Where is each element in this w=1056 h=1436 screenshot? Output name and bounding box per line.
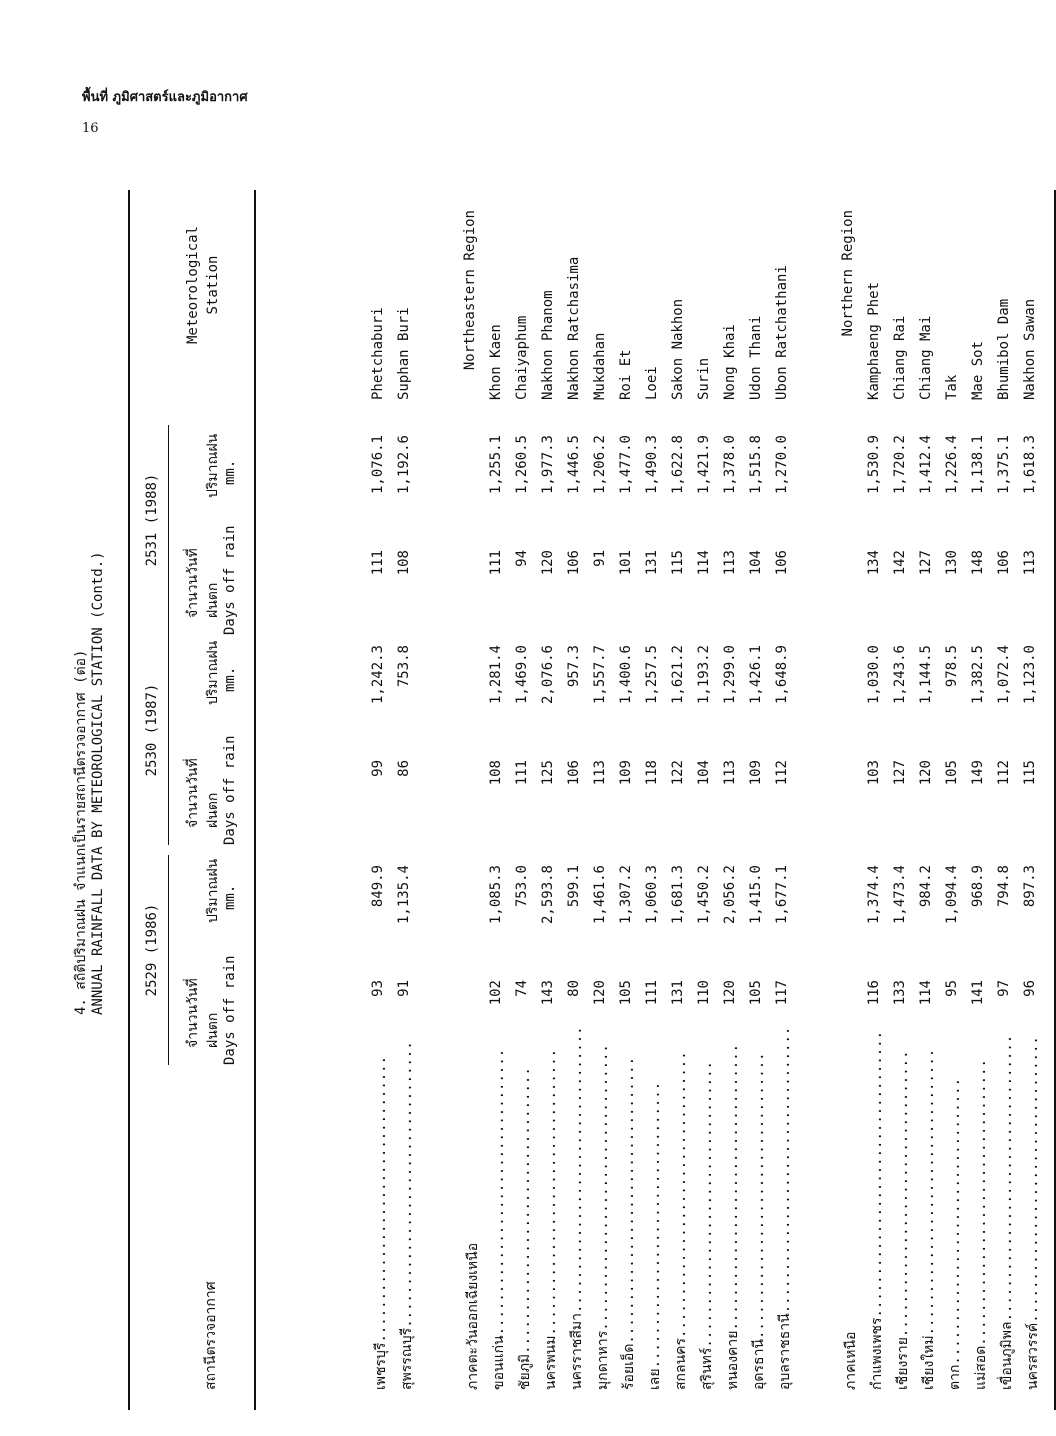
station-thai	[944, 1077, 966, 1390]
days-1987: 118	[644, 760, 660, 786]
days-1988: 106	[996, 550, 1012, 576]
table-row	[888, 190, 914, 1410]
station-english: Nakhon Ratchasima	[566, 256, 582, 400]
station-thai-name: สุพรรณบุรี	[399, 1327, 415, 1390]
mm-1987: 1,030.0	[866, 645, 882, 705]
header-year-2529: 2529 (1986)	[144, 903, 160, 997]
station-thai-name: เขื่อนภูมิพล	[999, 1321, 1015, 1390]
rainfall-table-rotated	[60, 190, 1041, 1410]
station-thai	[892, 1050, 914, 1390]
days-1988: 142	[892, 550, 908, 576]
table-row	[366, 190, 392, 1410]
header-year-2530: 2530 (1987)	[144, 683, 160, 777]
days-1986: 93	[370, 980, 386, 997]
days-1987: 109	[748, 760, 764, 786]
days-1988: 104	[748, 550, 764, 576]
days-1986: 131	[670, 980, 686, 1006]
days-1988: 113	[722, 550, 738, 576]
station-thai	[918, 1048, 940, 1390]
leader-dots: ..................................	[973, 1059, 989, 1346]
mm-1986: 1,415.0	[748, 865, 764, 925]
days-1986: 74	[514, 980, 530, 997]
mm-1988: 1,378.0	[722, 435, 738, 495]
header-days-th-2-y2: ฝนตก	[205, 792, 221, 828]
days-1988: 91	[592, 550, 608, 567]
days-1988: 134	[866, 550, 882, 576]
days-1987: 122	[670, 760, 686, 786]
days-1988: 115	[670, 550, 686, 576]
days-1986: 133	[892, 980, 908, 1006]
header-mm-en-y2: mm.	[222, 666, 238, 692]
station-thai	[866, 1030, 888, 1390]
table-top-rule	[128, 190, 130, 1410]
station-english: Kamphaeng Phet	[866, 281, 882, 400]
leader-dots: ..................................	[491, 1048, 507, 1336]
table-row	[562, 190, 588, 1410]
mm-1988: 1,421.9	[696, 435, 712, 495]
station-thai	[370, 1055, 392, 1390]
mm-1987: 1,144.5	[918, 645, 934, 705]
station-english: Sakon Nakhon	[670, 298, 686, 400]
station-thai-name: เลย	[647, 1368, 663, 1390]
days-1987: 86	[396, 760, 412, 777]
station-thai-name: มุกดาหาร	[595, 1330, 611, 1390]
mm-1988: 1,138.1	[970, 435, 986, 495]
table-row	[914, 190, 940, 1410]
station-thai	[488, 1048, 510, 1390]
mm-1986: 968.9	[970, 865, 986, 908]
days-1986: 91	[396, 980, 412, 997]
region-english: Northeastern Region	[462, 210, 478, 371]
mm-1988: 1,622.8	[670, 435, 686, 495]
page-header-title: พื้นที่ ภูมิศาสตร์และภูมิอากาศ	[82, 90, 248, 105]
mm-1987: 753.8	[396, 645, 412, 688]
leader-dots: ..................................	[621, 1057, 637, 1344]
table-row	[640, 190, 666, 1410]
days-1988: 114	[696, 550, 712, 576]
mm-1988: 1,530.9	[866, 435, 882, 495]
table-row	[588, 190, 614, 1410]
mm-1986: 2,056.2	[722, 865, 738, 925]
station-thai-name: นครสวรรค์	[1025, 1322, 1041, 1390]
header-days-en-y2: Days off rain	[222, 735, 238, 845]
days-1987: 115	[1022, 760, 1038, 786]
station-thai-name: เชียงใหม่	[921, 1335, 937, 1390]
header-station-thai: สถานีตรวจอากาศ	[203, 1281, 219, 1390]
table-row	[510, 190, 536, 1410]
station-thai-name: ขอนแก่น	[491, 1335, 507, 1390]
mm-1987: 1,193.2	[696, 645, 712, 705]
days-1986: 102	[488, 980, 504, 1006]
group-spacer	[796, 190, 836, 1410]
days-1986: 110	[696, 980, 712, 1006]
days-1986: 96	[1022, 980, 1038, 997]
leader-dots: ..................................	[595, 1044, 611, 1331]
header-mm-th-y3: ปริมาณฝน	[205, 433, 221, 498]
days-1987: 109	[618, 760, 634, 786]
days-1988: 127	[918, 550, 934, 576]
station-english: Ubon Ratchathani	[774, 265, 790, 400]
station-english: Phetchaburi	[370, 307, 386, 400]
days-1986: 141	[970, 980, 986, 1006]
caption-thai: 4. สถิติปริมาณฝน จำแนกเป็นรายสถานีตรวจอากาศ (ต่อ)	[73, 649, 89, 1015]
days-1987: 106	[566, 760, 582, 786]
station-thai-name: เชียงราย	[895, 1337, 911, 1390]
table-row	[614, 190, 640, 1410]
header-days-th-1-y2: จำนวนวันที่	[185, 758, 201, 828]
table-row	[744, 190, 770, 1410]
table-row	[392, 190, 418, 1410]
mm-1988: 1,618.3	[1022, 435, 1038, 495]
leader-dots: ..................................	[699, 1061, 715, 1348]
mm-1986: 1,461.6	[592, 865, 608, 925]
station-thai	[618, 1057, 640, 1390]
mm-1987: 1,299.0	[722, 645, 738, 705]
leader-dots: ..................................	[647, 1081, 663, 1369]
mm-1986: 1,085.3	[488, 865, 504, 925]
table-row	[718, 190, 744, 1410]
station-english: Nakhon Phanom	[540, 290, 556, 400]
days-1986: 114	[918, 980, 934, 1006]
header-mm-en-y1: mm.	[222, 884, 238, 910]
days-1988: 106	[774, 550, 790, 576]
days-1987: 113	[722, 760, 738, 786]
days-1987: 120	[918, 760, 934, 786]
station-english: Chiang Mai	[918, 315, 934, 400]
station-thai	[514, 1067, 536, 1390]
mm-1986: 1,677.1	[774, 865, 790, 925]
station-thai	[396, 1041, 418, 1390]
days-1986: 143	[540, 980, 556, 1006]
station-thai-name: สุรินทร์	[699, 1347, 715, 1390]
days-1987: 105	[944, 760, 960, 786]
header-mm-th-y1: ปริมาณฝน	[205, 858, 221, 923]
days-1987: 127	[892, 760, 908, 786]
station-english: Mae Sot	[970, 340, 986, 400]
group-spacer	[418, 190, 458, 1410]
year-rule-2529	[168, 855, 169, 1065]
days-1986: 120	[592, 980, 608, 1006]
days-1988: 113	[1022, 550, 1038, 576]
days-1986: 111	[644, 980, 660, 1006]
mm-1987: 1,426.1	[748, 645, 764, 705]
mm-1988: 1,255.1	[488, 435, 504, 495]
days-1987: 113	[592, 760, 608, 786]
days-1987: 112	[996, 760, 1012, 786]
mm-1987: 1,072.4	[996, 645, 1012, 705]
station-thai	[748, 1052, 770, 1390]
station-english: Chaiyaphum	[514, 315, 530, 400]
mm-1988: 1,446.5	[566, 435, 582, 495]
days-1987: 149	[970, 760, 986, 786]
table-row	[666, 190, 692, 1410]
header-days-th-1-y1: จำนวนวันที่	[185, 978, 201, 1048]
mm-1986: 1,681.3	[670, 865, 686, 925]
mm-1988: 1,260.5	[514, 435, 530, 495]
station-thai	[970, 1059, 992, 1390]
station-thai-name: นครราชสีมา	[569, 1313, 585, 1390]
mm-1986: 753.0	[514, 865, 530, 908]
station-english: Bhumibol Dam	[996, 298, 1012, 400]
station-thai-name: สกลนคร	[673, 1337, 689, 1390]
header-days-th-2-y1: ฝนตก	[205, 1012, 221, 1048]
days-1987: 108	[488, 760, 504, 786]
leader-dots: ..................................	[725, 1043, 741, 1331]
days-1987: 104	[696, 760, 712, 786]
leader-dots: ..................................	[569, 1026, 585, 1314]
mm-1987: 957.3	[566, 645, 582, 688]
days-1988: 120	[540, 550, 556, 576]
days-1986: 105	[748, 980, 764, 1006]
station-thai-name: กำแพงเพชร	[869, 1317, 885, 1390]
mm-1987: 978.5	[944, 645, 960, 688]
table-row	[536, 190, 562, 1410]
leader-dots: ..................................	[751, 1052, 767, 1339]
region-row	[458, 190, 484, 1410]
mm-1988: 1,977.3	[540, 435, 556, 495]
mm-1988: 1,490.3	[644, 435, 660, 495]
station-thai	[644, 1081, 666, 1390]
header-station-en-1: Meteorological	[185, 226, 201, 345]
year-rule-2530	[168, 635, 169, 845]
table-row	[966, 190, 992, 1410]
days-1986: 116	[866, 980, 882, 1006]
mm-1986: 1,450.2	[696, 865, 712, 925]
station-thai-name: อุดรธานี	[751, 1339, 767, 1390]
station-english: Roi Et	[618, 349, 634, 400]
mm-1986: 1,374.4	[866, 865, 882, 925]
leader-dots: ..................................	[517, 1067, 533, 1354]
year-rule-2531	[168, 425, 169, 635]
station-english: Tak	[944, 374, 960, 400]
mm-1987: 1,621.2	[670, 645, 686, 705]
days-1988: 94	[514, 550, 530, 567]
region-thai: ภาคเหนือ	[843, 1331, 859, 1390]
mm-1987: 1,281.4	[488, 645, 504, 705]
leader-dots: ..................................	[373, 1055, 389, 1343]
station-thai	[722, 1043, 744, 1390]
mm-1986: 897.3	[1022, 865, 1038, 908]
table-row	[692, 190, 718, 1410]
days-1988: 148	[970, 550, 986, 576]
header-mm-th-y2: ปริมาณฝน	[205, 640, 221, 705]
mm-1986: 794.8	[996, 865, 1012, 908]
days-1987: 111	[514, 760, 530, 786]
mm-1988: 1,270.0	[774, 435, 790, 495]
region-english: Northern Region	[840, 210, 856, 337]
header-days-en-y1: Days off rain	[222, 955, 238, 1065]
header-station-en-2: Station	[205, 255, 221, 315]
table-row	[862, 190, 888, 1410]
station-thai-name: นครพนม	[543, 1335, 559, 1390]
station-thai-name: อุบลราชธานี	[777, 1313, 793, 1390]
mm-1988: 1,412.4	[918, 435, 934, 495]
header-days-th-1-y3: จำนวนวันที่	[185, 548, 201, 618]
station-thai-name: หนองคาย	[725, 1330, 741, 1390]
mm-1988: 1,375.1	[996, 435, 1012, 495]
days-1986: 95	[944, 980, 960, 997]
days-1988: 106	[566, 550, 582, 576]
mm-1987: 1,243.6	[892, 645, 908, 705]
table-row	[484, 190, 510, 1410]
mm-1988: 1,477.0	[618, 435, 634, 495]
days-1988: 111	[488, 550, 504, 576]
station-english: Chiang Rai	[892, 315, 908, 400]
station-thai-name: เพชรบุรี	[373, 1342, 389, 1390]
station-thai-name: แม่สอด	[973, 1345, 989, 1390]
days-1986: 80	[566, 980, 582, 997]
table-body	[366, 190, 1056, 1410]
station-thai	[566, 1026, 588, 1390]
station-thai-name: ร้อยเอ็ด	[621, 1343, 637, 1390]
mm-1986: 1,060.3	[644, 865, 660, 925]
station-thai	[592, 1044, 614, 1390]
station-thai-name: ชัยภูมิ	[517, 1353, 533, 1390]
days-1987: 112	[774, 760, 790, 786]
mm-1988: 1,720.2	[892, 435, 908, 495]
days-1987: 99	[370, 760, 386, 777]
mm-1987: 1,242.3	[370, 645, 386, 705]
mm-1986: 984.2	[918, 865, 934, 908]
mm-1988: 1,192.6	[396, 435, 412, 495]
mm-1986: 849.9	[370, 865, 386, 908]
mm-1987: 1,257.5	[644, 645, 660, 705]
station-english: Suphan Buri	[396, 307, 412, 400]
station-thai-name: ตาก	[947, 1364, 963, 1390]
mm-1988: 1,076.1	[370, 435, 386, 495]
page-number: 16	[82, 121, 99, 136]
table-row	[940, 190, 966, 1410]
station-thai	[1022, 1036, 1044, 1390]
days-1987: 103	[866, 760, 882, 786]
region-row	[836, 190, 862, 1410]
station-english: Khon Kaen	[488, 324, 504, 400]
region-thai: ภาคตะวันออกเฉียงเหนือ	[465, 1242, 481, 1390]
mm-1988: 1,226.4	[944, 435, 960, 495]
mm-1986: 1,473.4	[892, 865, 908, 925]
mm-1987: 1,648.9	[774, 645, 790, 705]
days-1988: 101	[618, 550, 634, 576]
station-english: Surin	[696, 357, 712, 400]
header-days-th-2-y3: ฝนตก	[205, 582, 221, 618]
header-bottom-rule	[254, 190, 256, 1410]
caption-english: ANNUAL RAINFALL DATA BY METEOROLOGICAL STATION (Contd.)	[90, 551, 106, 1015]
leader-dots: ..................................	[999, 1034, 1015, 1322]
table-row	[992, 190, 1018, 1410]
station-english: Udon Thani	[748, 315, 764, 400]
mm-1987: 1,400.6	[618, 645, 634, 705]
mm-1987: 1,382.5	[970, 645, 986, 705]
mm-1987: 1,123.0	[1022, 645, 1038, 705]
mm-1987: 1,469.0	[514, 645, 530, 705]
station-thai	[540, 1048, 562, 1390]
days-1988: 111	[370, 550, 386, 576]
mm-1986: 2,593.8	[540, 865, 556, 925]
station-thai	[996, 1034, 1018, 1390]
mm-1986: 1,135.4	[396, 865, 412, 925]
station-english: Loei	[644, 366, 660, 400]
header-year-2531: 2531 (1988)	[144, 473, 160, 567]
station-thai	[670, 1051, 692, 1390]
leader-dots: ..................................	[673, 1051, 689, 1338]
station-thai	[696, 1061, 718, 1390]
days-1988: 130	[944, 550, 960, 576]
leader-dots: ..................................	[1025, 1036, 1041, 1323]
mm-1987: 1,557.7	[592, 645, 608, 705]
leader-dots: ..................................	[921, 1048, 937, 1336]
leader-dots: ..................................	[895, 1050, 911, 1338]
mm-1987: 2,076.6	[540, 645, 556, 705]
mm-1988: 1,206.2	[592, 435, 608, 495]
mm-1986: 1,307.2	[618, 865, 634, 925]
station-english: Mukdahan	[592, 332, 608, 400]
header-days-en-y3: Days off rain	[222, 525, 238, 635]
days-1986: 117	[774, 980, 790, 1006]
leader-dots: ..................................	[947, 1077, 963, 1365]
header-mm-en-y3: mm.	[222, 459, 238, 485]
mm-1986: 599.1	[566, 865, 582, 908]
days-1988: 131	[644, 550, 660, 576]
leader-dots: ..................................	[543, 1048, 559, 1336]
leader-dots: ..................................	[777, 1026, 793, 1314]
days-1988: 108	[396, 550, 412, 576]
mm-1986: 1,094.4	[944, 865, 960, 925]
station-thai	[774, 1026, 796, 1390]
days-1986: 120	[722, 980, 738, 1006]
station-english: Nakhon Sawan	[1022, 298, 1038, 400]
table-row	[1018, 190, 1044, 1410]
days-1986: 105	[618, 980, 634, 1006]
leader-dots: ..................................	[869, 1030, 885, 1318]
station-english: Nong Khai	[722, 324, 738, 400]
days-1987: 125	[540, 760, 556, 786]
leader-dots: ..................................	[399, 1041, 415, 1328]
days-1986: 97	[996, 980, 1012, 997]
mm-1988: 1,515.8	[748, 435, 764, 495]
table-row	[770, 190, 796, 1410]
